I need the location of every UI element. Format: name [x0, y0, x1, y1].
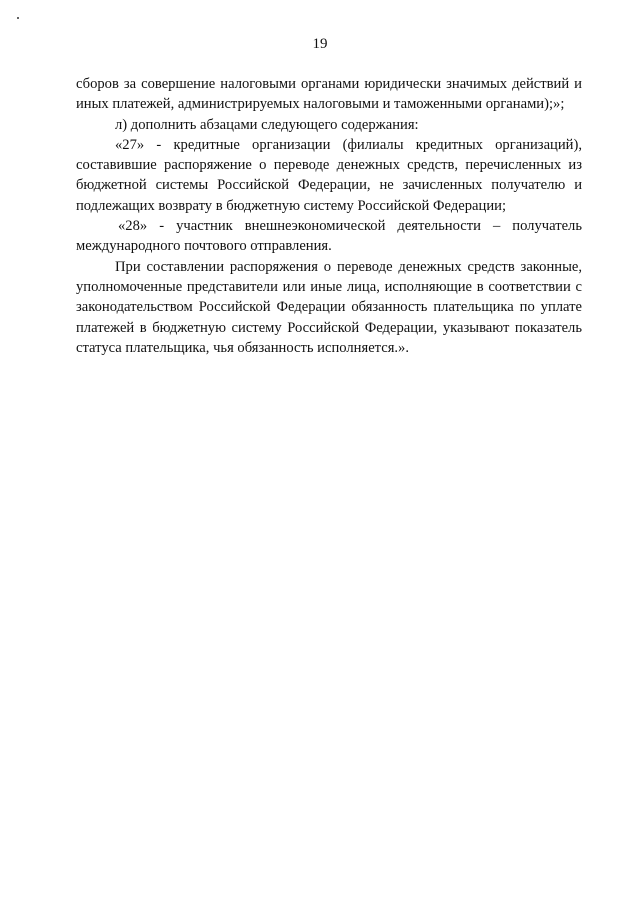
paragraph-continuation: сборов за совершение налоговыми органами юридически значимых действий и иных платежей, администрируемых налоговыми и таможенными органами);»; [76, 76, 582, 113]
paragraph-closing: При составлении распоряжения о переводе денежных средств законные, уполномоченные представители или иные лица, исполняющие в соответствии с законодательством Российской Федерации обязанность плательщика по уплате платежей в бюджетную систему Российской Федерации, указывают показатель статуса плательщика, чья обязанность исполняется.». [76, 258, 582, 356]
paragraph-amendment-intro: л) дополнить абзацами следующего содержания: [115, 116, 419, 133]
document-body [76, 74, 582, 358]
page-number: 19 [312, 36, 328, 52]
scan-artifact-dot [17, 17, 19, 19]
paragraph-item-27: «27» - кредитные организации (филиалы кредитных организаций), составившие распоряжение о переводе денежных средств, перечисленных из бюджетной системы Российской Федерации, не зачисленных получателю и подлежащих возврату в бюджетную систему Российской Федерации; [76, 136, 582, 214]
paragraph-item-28: «28» - участник внешнеэкономической деятельности – получатель международного почтового отправления. [76, 218, 582, 255]
